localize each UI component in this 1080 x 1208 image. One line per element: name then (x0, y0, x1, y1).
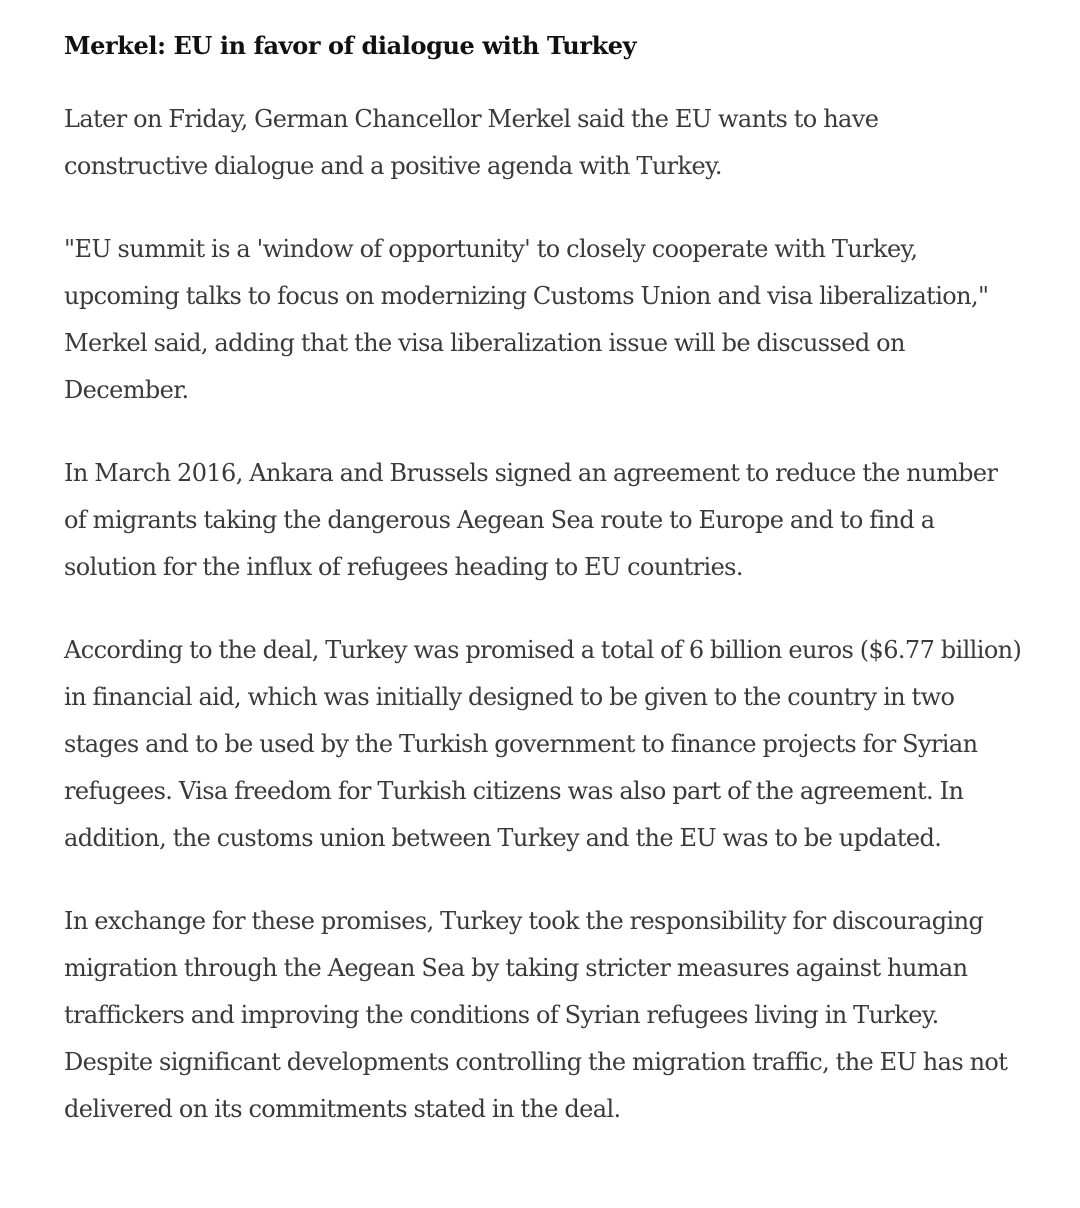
section-heading: Merkel: EU in favor of dialogue with Turkey (64, 31, 637, 60)
paragraph: In March 2016, Ankara and Brussels signed an agreement to reduce the number of migrants taking the dangerous Aegean Sea route to Europe and to find a solution for the influx of refugees heading to EU countries. (64, 459, 998, 581)
paragraph: In exchange for these promises, Turkey took the responsibility for discouraging migration through the Aegean Sea by taking stricter measures against human traffickers and improving the conditions of Syrian refugees living in Turkey. Despite significant developments controlling the migration traffic, the EU has not delivered on its commitments stated in the deal. (64, 907, 1008, 1123)
paragraph: Later on Friday, German Chancellor Merkel said the EU wants to have constructive dialogue and a positive agenda with Turkey. (64, 105, 879, 180)
article-body (64, 22, 1024, 1169)
paragraph: "EU summit is a 'window of opportunity' to closely cooperate with Turkey, upcoming talks to focus on modernizing Customs Union and visa liberalization," Merkel said, adding that the visa liberalization issue will be discussed on December. (64, 235, 989, 404)
paragraph: According to the deal, Turkey was promised a total of 6 billion euros ($6.77 billion) in financial aid, which was initially designed to be given to the country in two stages and to be used by the Turkish government to finance projects for Syrian refugees. Visa freedom for Turkish citizens was also part of the agreement. In addition, the customs union between Turkey and the EU was to be updated. (64, 636, 1022, 852)
